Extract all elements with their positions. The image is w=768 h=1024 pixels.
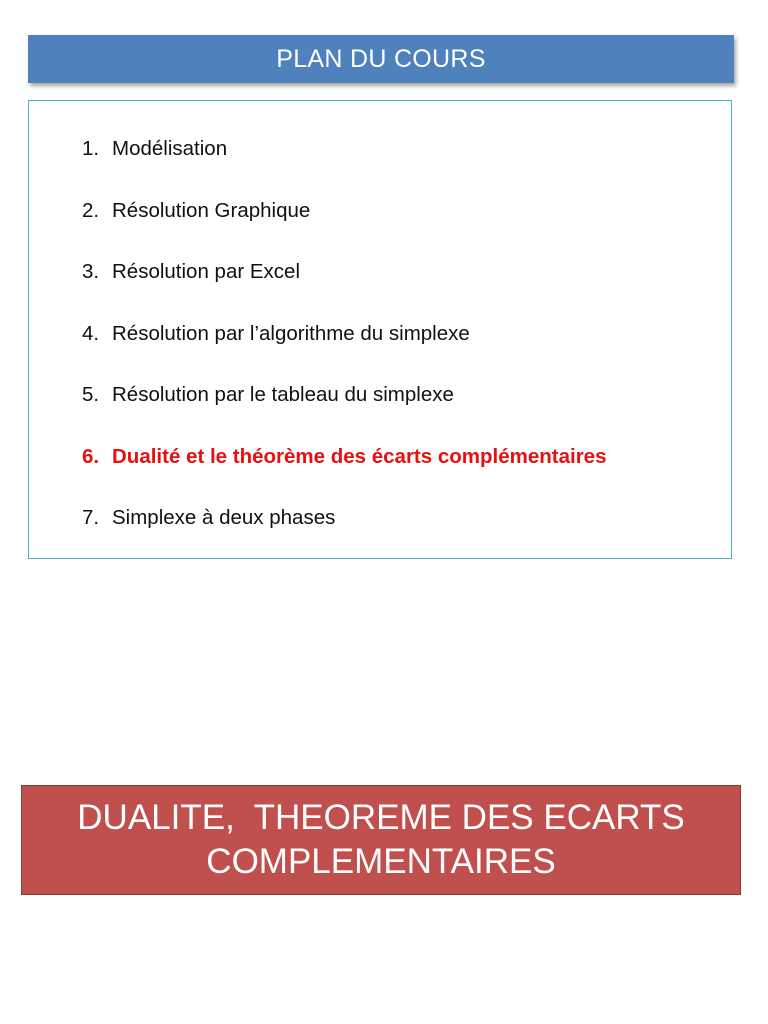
outline-item-7 (82, 506, 606, 568)
section-title-line-2: COMPLEMENTAIRES (206, 842, 556, 881)
section-title-banner (21, 785, 741, 895)
outline-item-4 (82, 322, 606, 384)
outline-item-number: 7. (82, 506, 100, 529)
outline-item-label: Modélisation (112, 137, 228, 160)
outline-item-6-current (82, 445, 606, 507)
plan-header (28, 35, 734, 83)
plan-title: PLAN DU COURS (276, 44, 486, 73)
section-title-line-1: DUALITE, THEOREME DES ECARTS (77, 798, 685, 837)
outline-item-number: 6. (82, 444, 100, 468)
outline-item-5 (82, 383, 606, 445)
outline-item-label: Dualité et le théorème des écarts complémentaires (112, 444, 607, 468)
outline-item-1 (82, 137, 606, 199)
outline-item-label: Résolution par l’algorithme du simplexe (112, 321, 470, 345)
outline-item-label: Résolution par le tableau du simplexe (112, 383, 454, 406)
outline-item-number: 3. (82, 260, 100, 283)
outline-item-label: Résolution Graphique (112, 198, 311, 222)
outline-list (82, 137, 606, 568)
outline-item-number: 4. (82, 321, 100, 345)
outline-item-3 (82, 260, 606, 322)
outline-item-2 (82, 199, 606, 261)
outline-item-number: 2. (82, 198, 100, 222)
outline-item-label: Résolution par Excel (112, 260, 301, 283)
outline-item-label: Simplexe à deux phases (112, 506, 336, 529)
outline-item-number: 5. (82, 383, 100, 406)
outline-item-number: 1. (82, 137, 100, 160)
